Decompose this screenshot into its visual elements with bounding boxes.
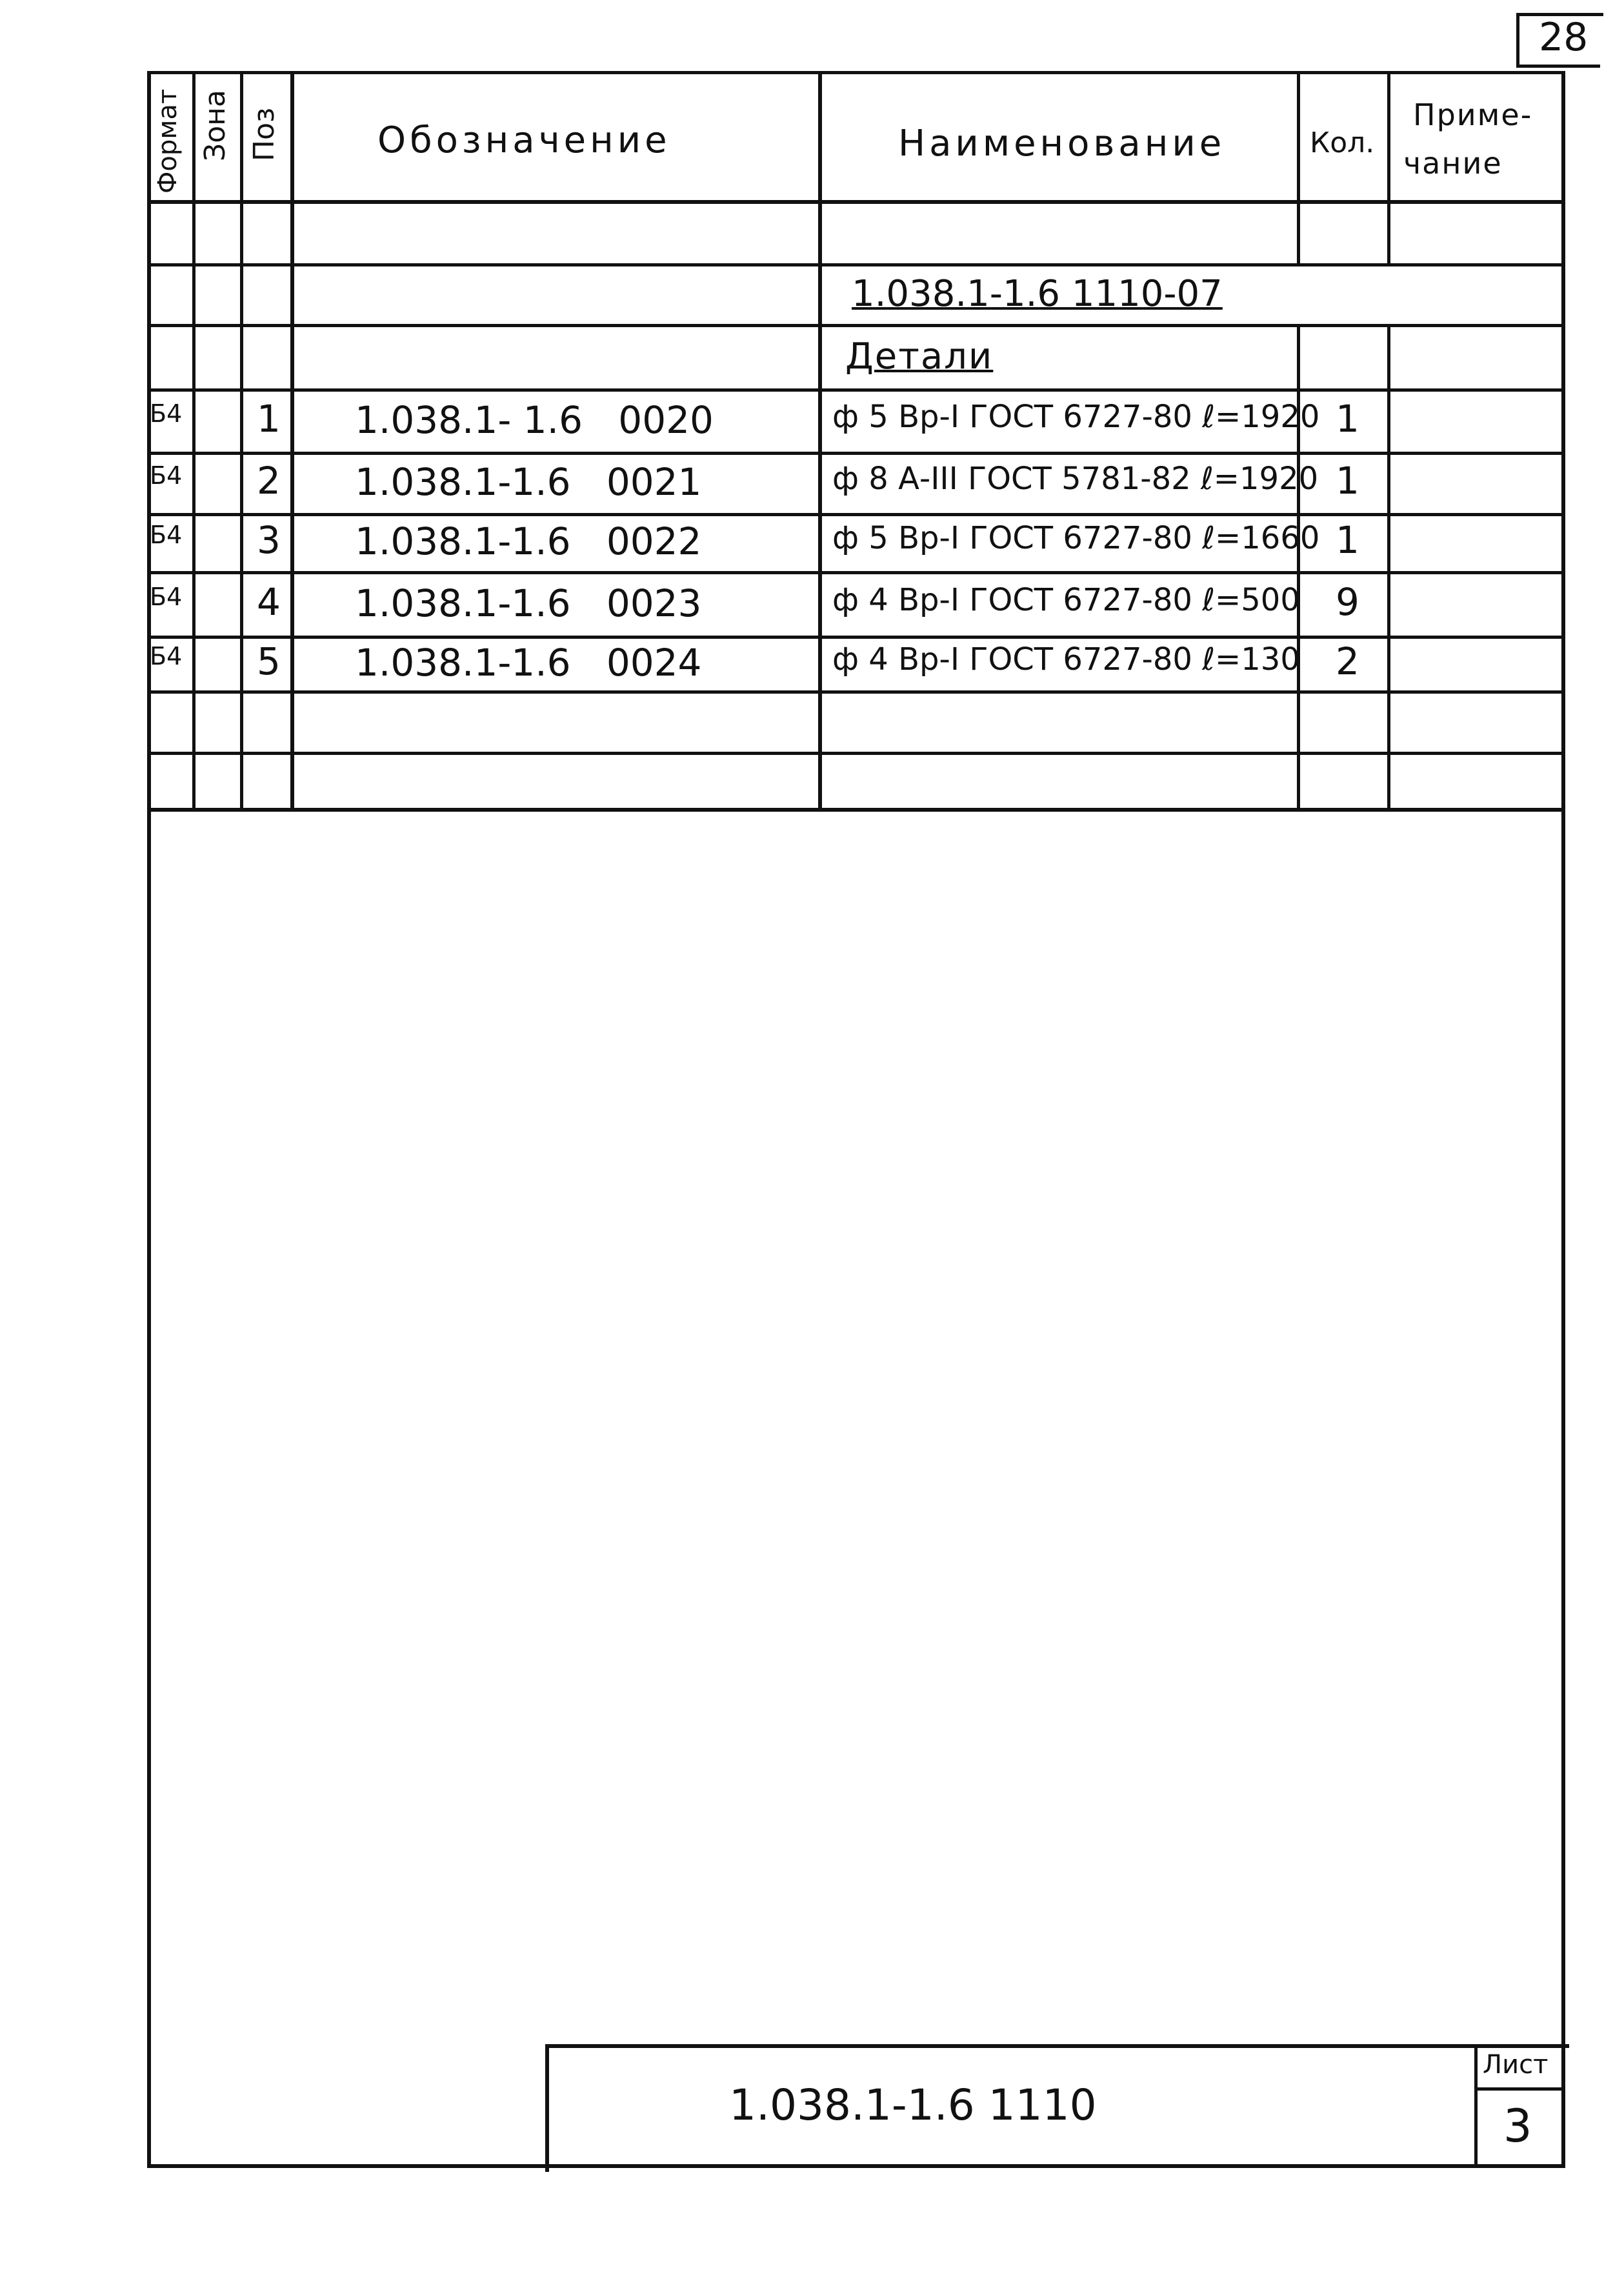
row-name: ф 4 Вр-I ГОСТ 6727-80 ℓ=500 — [832, 582, 1300, 618]
row-pos: 4 — [257, 580, 281, 624]
row-line — [147, 636, 1565, 639]
row-designation: 1.038.1-1.6 0024 — [355, 641, 702, 685]
header-zone: Зона — [199, 90, 232, 161]
row-line — [147, 690, 1565, 694]
col-line-name — [818, 71, 822, 812]
table-top-line — [147, 71, 1565, 74]
frame-right — [1561, 71, 1565, 2168]
col-line-qty — [1297, 71, 1300, 263]
page-number: 28 — [1539, 15, 1589, 60]
col-line-pos — [240, 71, 243, 812]
document-code: 1.038.1-1.6 1110-07 — [852, 273, 1223, 315]
section-title: Детали — [845, 336, 994, 377]
row-line — [147, 513, 1565, 516]
header-pos: Поз — [248, 107, 281, 161]
header-qty: Кол. — [1310, 126, 1375, 159]
row-designation: 1.038.1- 1.6 0020 — [355, 398, 714, 442]
row-pos: 5 — [257, 639, 281, 683]
header-format: Формат — [153, 88, 183, 194]
row-format: Б4 — [150, 521, 183, 549]
row-qty: 9 — [1336, 580, 1359, 624]
row-name: ф 5 Вр-I ГОСТ 6727-80 ℓ=1920 — [832, 399, 1320, 435]
header-designation: Обозначение — [377, 119, 671, 161]
col-line-zone — [192, 71, 195, 812]
row-pos: 2 — [257, 459, 281, 503]
col-line-note — [1387, 71, 1390, 263]
row-qty: 1 — [1336, 459, 1359, 503]
page-number-underline — [1516, 65, 1600, 68]
row-format: Б4 — [150, 642, 183, 670]
row-name: ф 4 Вр-I ГОСТ 6727-80 ℓ=130 — [832, 641, 1300, 678]
row-line — [147, 324, 1565, 327]
row-line — [147, 752, 1565, 755]
row-line — [147, 263, 1565, 266]
row-line — [147, 452, 1565, 455]
table-bottom-line — [147, 808, 1565, 812]
header-name: Наименование — [898, 123, 1226, 165]
row-line — [147, 388, 1565, 392]
row-format: Б4 — [150, 461, 183, 490]
row-line — [147, 571, 1565, 574]
col-line-designation — [290, 71, 294, 812]
row-pos: 3 — [257, 518, 281, 562]
footer-sheet-divider — [1474, 2044, 1478, 2168]
header-bottom-line — [147, 200, 1565, 204]
row-format: Б4 — [150, 399, 183, 428]
row-designation: 1.038.1-1.6 0023 — [355, 581, 702, 625]
col-line-qty — [1297, 324, 1300, 812]
footer-code: 1.038.1-1.6 1110 — [729, 2080, 1097, 2130]
footer-sheet-line — [1474, 2087, 1565, 2091]
row-name: ф 8 А-III ГОСТ 5781-82 ℓ=1920 — [832, 461, 1319, 497]
row-designation: 1.038.1-1.6 0022 — [355, 519, 702, 563]
row-qty: 2 — [1336, 639, 1359, 683]
row-format: Б4 — [150, 583, 183, 611]
footer-sheet-number: 3 — [1503, 2100, 1532, 2153]
frame-left — [147, 71, 151, 2168]
row-name: ф 5 Вр-I ГОСТ 6727-80 ℓ=1660 — [832, 520, 1320, 556]
header-note-line2: чание — [1403, 146, 1503, 181]
row-pos: 1 — [257, 397, 281, 441]
header-note-line1: Приме- — [1413, 97, 1533, 132]
row-qty: 1 — [1336, 397, 1359, 441]
row-qty: 1 — [1336, 518, 1359, 562]
footer-sheet-label: Лист — [1483, 2050, 1549, 2080]
row-designation: 1.038.1-1.6 0021 — [355, 460, 702, 504]
col-line-note — [1387, 324, 1390, 812]
